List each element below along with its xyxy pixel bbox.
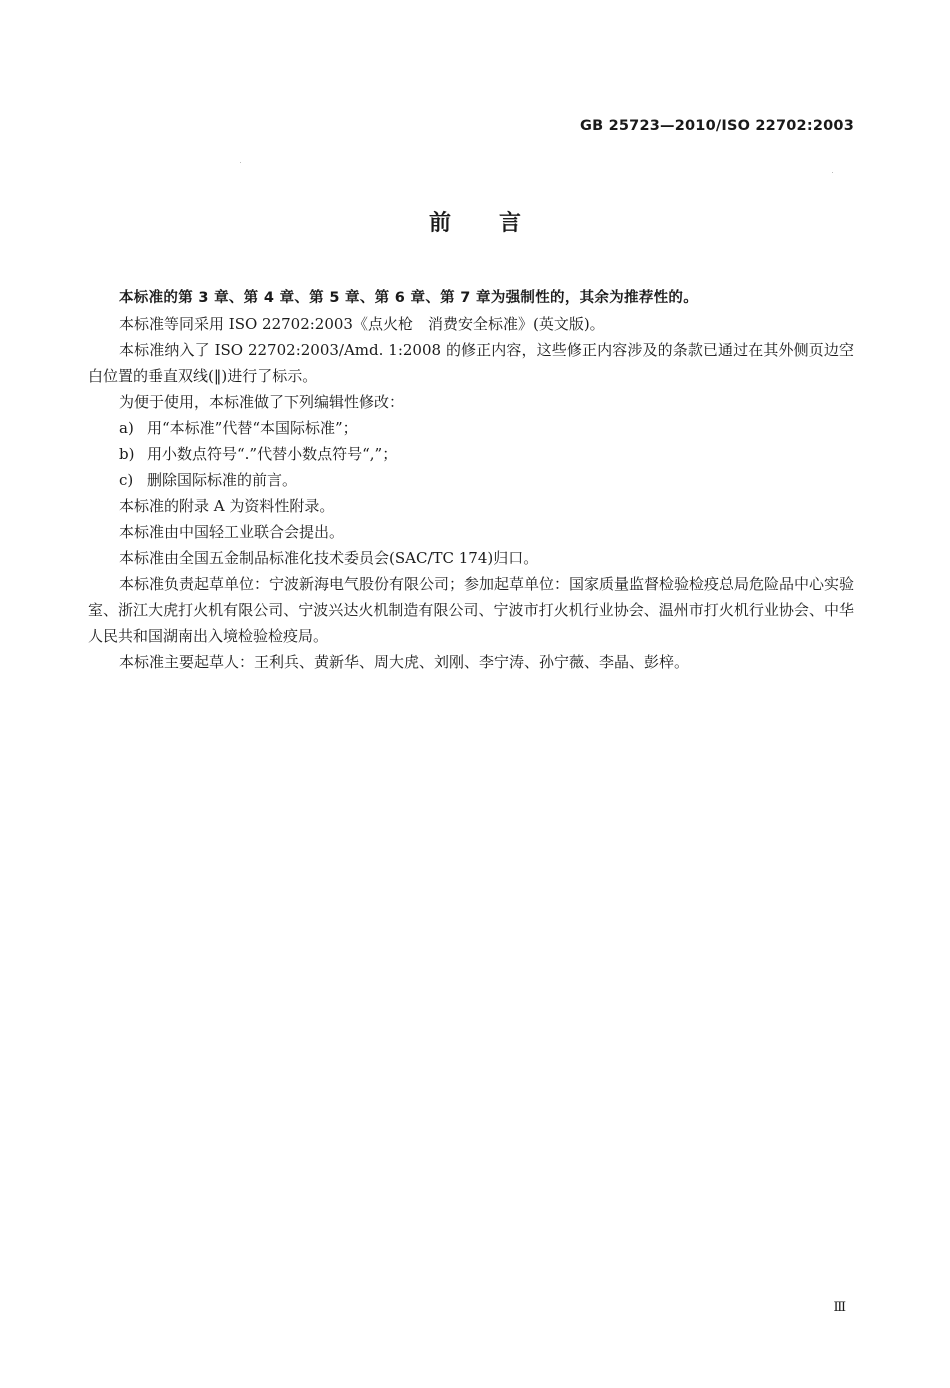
standard-code-header: GB 25723—2010/ISO 22702:2003 (579, 118, 854, 134)
list-marker: b) (119, 445, 135, 463)
document-body (88, 285, 854, 675)
list-item-text: 用小数点符号“.”代替小数点符号“,”； (147, 445, 398, 463)
committee-paragraph: 本标准由全国五金制品标准化技术委员会(SAC/TC 174)归口。 (119, 549, 539, 567)
drafters-paragraph: 本标准主要起草人：王利兵、黄新华、周大虎、刘刚、李宁涛、孙宁薇、李晶、彭梓。 (119, 653, 690, 671)
list-item-text: 删除国际标准的前言。 (147, 471, 298, 489)
list-item (88, 415, 854, 441)
annex-paragraph: 本标准的附录 A 为资料性附录。 (119, 497, 335, 515)
drafting-units-paragraph: 本标准负责起草单位：宁波新海电气股份有限公司；参加起草单位：国家质量监督检验检疫总局危险品中心实验室、浙江大虎打火机有限公司、宁波兴达火机制造有限公司、宁波市打火机行业协会、温州市打火机行业协会、中华人民共和国湖南出入境检验检疫局。 (88, 575, 855, 645)
mandatory-clause-paragraph: 本标准的第 3 章、第 4 章、第 5 章、第 6 章、第 7 章为强制性的，其余为推荐性的。 (119, 290, 699, 306)
page-title: 前言 (428, 211, 569, 236)
editorial-changes-intro: 为便于使用，本标准做了下列编辑性修改： (119, 393, 405, 411)
adoption-paragraph: 本标准等同采用 ISO 22702:2003《点火枪 消费安全标准》(英文版)。 (119, 315, 605, 333)
list-marker: c) (119, 471, 134, 489)
scan-speck (832, 172, 833, 173)
list-marker: a) (119, 419, 134, 437)
list-item (88, 467, 854, 493)
proposer-paragraph: 本标准由中国轻工业联合会提出。 (119, 523, 345, 541)
amendment-paragraph: 本标准纳入了 ISO 22702:2003/Amd. 1:2008 的修正内容，这些修正内容涉及的条款已通过在其外侧页边空白位置的垂直双线(‖)进行了标示。 (88, 341, 854, 385)
page-number: Ⅲ (833, 1300, 846, 1315)
list-item-text: 用“本标准”代替“本国际标准”； (147, 419, 358, 437)
scan-speck (240, 162, 241, 163)
list-item (88, 441, 854, 467)
